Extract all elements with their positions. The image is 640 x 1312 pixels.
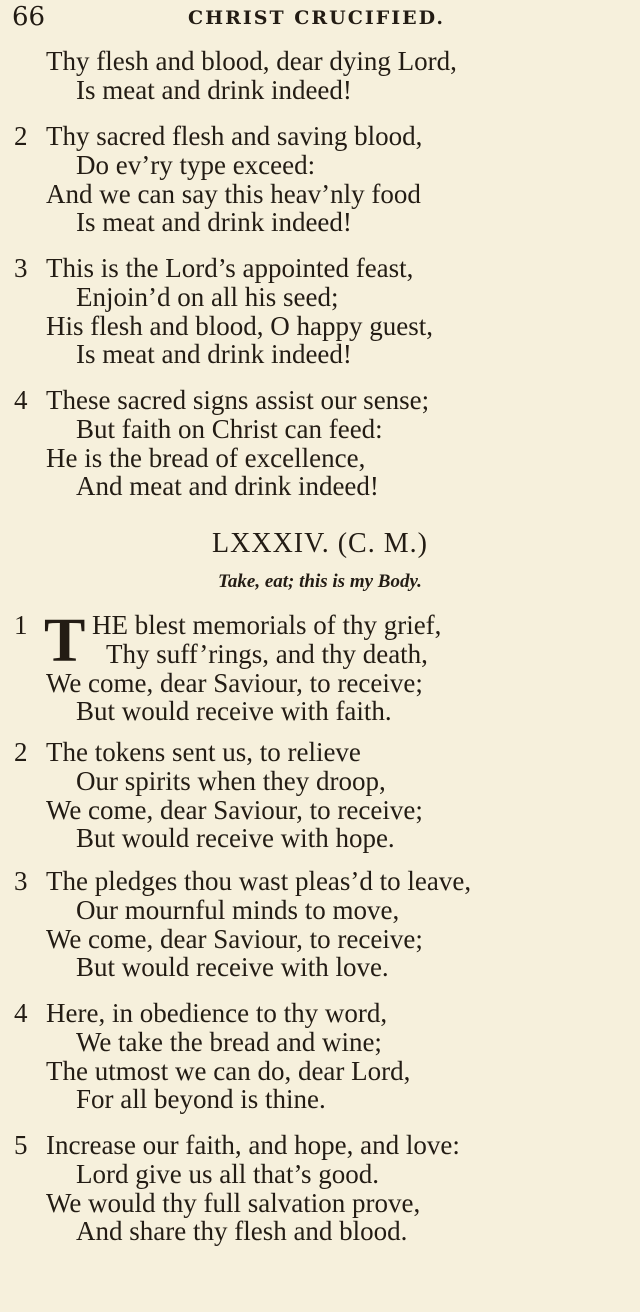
verse-line: Is meat and drink indeed! xyxy=(76,75,352,105)
drop-cap: T xyxy=(44,607,86,675)
verse-number: 1 xyxy=(14,610,28,640)
verse-line: We take the bread and wine; xyxy=(76,1027,382,1057)
verse-line: Thy flesh and blood, dear dying Lord, xyxy=(46,46,457,76)
running-head: CHRIST CRUCIFIED. xyxy=(188,7,445,29)
verse-line: We come, dear Saviour, to receive; xyxy=(46,924,423,954)
verse-line: Enjoin’d on all his seed; xyxy=(76,282,339,312)
verse-number: 4 xyxy=(14,998,28,1028)
verse-line: And meat and drink indeed! xyxy=(76,471,379,501)
verse-line: HE blest memorials of thy grief, xyxy=(92,610,442,640)
verse-line: Here, in obedience to thy word, xyxy=(46,998,388,1028)
verse-line: Thy suff’rings, and thy death, xyxy=(106,639,428,669)
verse-number: 2 xyxy=(14,121,28,151)
verse-line: But would receive with hope. xyxy=(76,823,395,853)
verse-number: 2 xyxy=(14,737,28,767)
verse-line: The utmost we can do, dear Lord, xyxy=(46,1056,411,1086)
verse-line: Thy sacred flesh and saving blood, xyxy=(46,121,423,151)
verse-line: We would thy full salvation prove, xyxy=(46,1188,421,1218)
verse-line: But would receive with love. xyxy=(76,952,389,982)
verse-line: Our mournful minds to move, xyxy=(76,895,400,925)
verse-line: But faith on Christ can feed: xyxy=(76,414,383,444)
verse-line: But would receive with faith. xyxy=(76,696,392,726)
verse-number: 3 xyxy=(14,866,28,896)
verse-line: These sacred signs assist our sense; xyxy=(46,385,430,415)
hymn-subtitle: Take, eat; this is my Body. xyxy=(218,571,422,592)
verse-number: 3 xyxy=(14,253,28,283)
verse-number: 4 xyxy=(14,385,28,415)
verse-line: Increase our faith, and hope, and love: xyxy=(46,1130,460,1160)
verse-line: This is the Lord’s appointed feast, xyxy=(46,253,414,283)
verse-line: Lord give us all that’s good. xyxy=(76,1159,379,1189)
verse-number: 5 xyxy=(14,1130,28,1160)
verse-line: We come, dear Saviour, to receive; xyxy=(46,795,423,825)
verse-line: We come, dear Saviour, to receive; xyxy=(46,668,423,698)
page-number: 66 xyxy=(12,2,46,32)
verse-line: Is meat and drink indeed! xyxy=(76,339,352,369)
verse-line: For all beyond is thine. xyxy=(76,1084,326,1114)
hymn-title: LXXXIV. (C. M.) xyxy=(212,528,428,559)
verse-line: Is meat and drink indeed! xyxy=(76,207,352,237)
verse-line: Our spirits when they droop, xyxy=(76,766,386,796)
verse-line: And share thy flesh and blood. xyxy=(76,1216,408,1246)
verse-line: He is the bread of excellence, xyxy=(46,443,366,473)
page-header xyxy=(0,2,640,32)
verse-line: The tokens sent us, to relieve xyxy=(46,737,361,767)
verse-line: Do ev’ry type exceed: xyxy=(76,150,316,180)
verse-line: The pledges thou wast pleas’d to leave, xyxy=(46,866,472,896)
verse-line: His flesh and blood, O happy guest, xyxy=(46,311,433,341)
verse-line: And we can say this heav’nly food xyxy=(46,179,421,209)
